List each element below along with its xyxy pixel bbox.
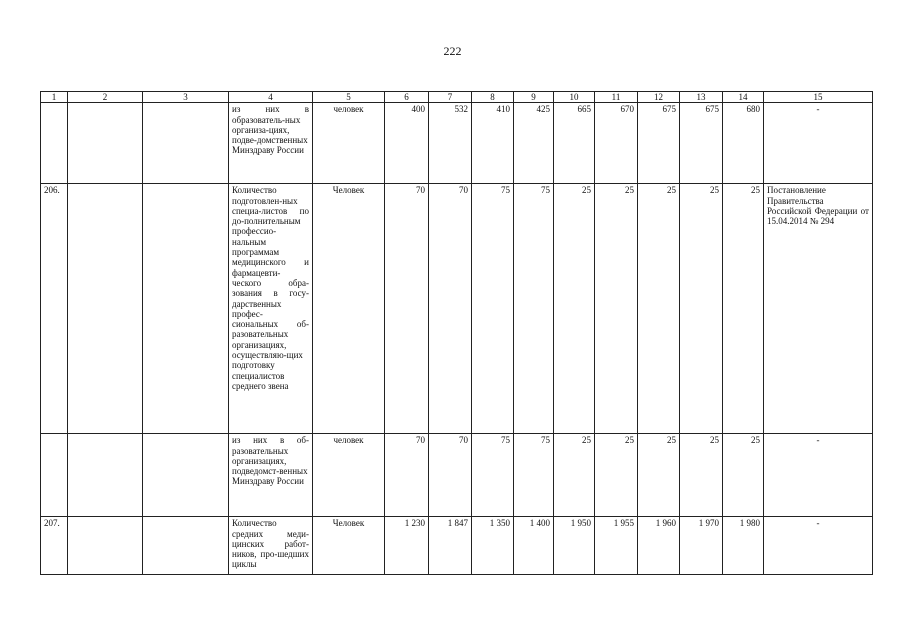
column-number-header: 14 (723, 92, 764, 103)
empty-cell (143, 434, 229, 517)
value-cell: 75 (472, 184, 514, 434)
value-cell: 1 230 (385, 517, 429, 575)
empty-cell (143, 184, 229, 434)
value-cell: 25 (638, 434, 680, 517)
value-cell: 670 (595, 103, 638, 184)
column-number-header: 9 (514, 92, 554, 103)
unit-cell: Человек (313, 184, 385, 434)
value-cell: 1 970 (680, 517, 723, 575)
value-cell: 25 (680, 184, 723, 434)
value-cell: 1 950 (554, 517, 595, 575)
value-cell: 1 847 (429, 517, 472, 575)
row-number-cell (41, 434, 68, 517)
unit-cell: человек (313, 103, 385, 184)
value-cell: 75 (514, 184, 554, 434)
column-number-header: 10 (554, 92, 595, 103)
row-number-cell (41, 103, 68, 184)
row-number-cell: 206. (41, 184, 68, 434)
table-row (41, 517, 873, 575)
empty-cell (68, 184, 143, 434)
value-cell: 25 (554, 434, 595, 517)
table-row (41, 434, 873, 517)
empty-cell (143, 517, 229, 575)
value-cell: 25 (638, 184, 680, 434)
column-number-header: 15 (764, 92, 873, 103)
value-cell: 675 (638, 103, 680, 184)
value-cell: 1 980 (723, 517, 764, 575)
indicator-description: из них в образователь-ных организа-циях, подве-домственных Минздраву России (229, 103, 313, 184)
column-number-header: 3 (143, 92, 229, 103)
basis-cell: - (764, 434, 873, 517)
value-cell: 75 (472, 434, 514, 517)
value-cell: 1 955 (595, 517, 638, 575)
value-cell: 680 (723, 103, 764, 184)
table-row (41, 103, 873, 184)
value-cell: 25 (554, 184, 595, 434)
column-number-header: 2 (68, 92, 143, 103)
unit-cell: Человек (313, 517, 385, 575)
value-cell: 675 (680, 103, 723, 184)
empty-cell (68, 517, 143, 575)
value-cell: 70 (385, 434, 429, 517)
value-cell: 1 960 (638, 517, 680, 575)
column-number-header: 11 (595, 92, 638, 103)
value-cell: 25 (723, 434, 764, 517)
value-cell: 25 (595, 184, 638, 434)
value-cell: 25 (723, 184, 764, 434)
indicator-description: из них в об-разовательных организациях, подведомст-венных Минздраву России (229, 434, 313, 517)
value-cell: 532 (429, 103, 472, 184)
column-number-header: 13 (680, 92, 723, 103)
value-cell: 70 (429, 434, 472, 517)
unit-cell: человек (313, 434, 385, 517)
value-cell: 665 (554, 103, 595, 184)
value-cell: 70 (429, 184, 472, 434)
value-cell: 400 (385, 103, 429, 184)
table-row (41, 184, 873, 434)
empty-cell (143, 103, 229, 184)
column-number-row (41, 92, 873, 103)
basis-cell: Постановление Правительства Российской Федерации от 15.04.2014 № 294 (764, 184, 873, 434)
value-cell: 410 (472, 103, 514, 184)
value-cell: 25 (595, 434, 638, 517)
value-cell: 425 (514, 103, 554, 184)
column-number-header: 1 (41, 92, 68, 103)
value-cell: 70 (385, 184, 429, 434)
row-number-cell: 207. (41, 517, 68, 575)
column-number-header: 5 (313, 92, 385, 103)
empty-cell (68, 434, 143, 517)
indicator-description: Количество средних меди-цинских работ-ников, про-шедших циклы (229, 517, 313, 575)
value-cell: 25 (680, 434, 723, 517)
data-table (40, 91, 873, 575)
value-cell: 75 (514, 434, 554, 517)
value-cell: 1 400 (514, 517, 554, 575)
empty-cell (68, 103, 143, 184)
column-number-header: 8 (472, 92, 514, 103)
column-number-header: 4 (229, 92, 313, 103)
column-number-header: 6 (385, 92, 429, 103)
basis-cell: - (764, 517, 873, 575)
basis-cell: - (764, 103, 873, 184)
indicator-description: Количество подготовлен-ных специа-листов по до-полнительным професcио-нальным программам медицинского и фармацевти-ческого обра-зования в госу-дарственных профес-сиональных об-разовательных организациях, осуществляю-щих подготовку специалистов среднего звена (229, 184, 313, 434)
page-number: 222 (443, 44, 462, 58)
value-cell: 1 350 (472, 517, 514, 575)
column-number-header: 7 (429, 92, 472, 103)
column-number-header: 12 (638, 92, 680, 103)
